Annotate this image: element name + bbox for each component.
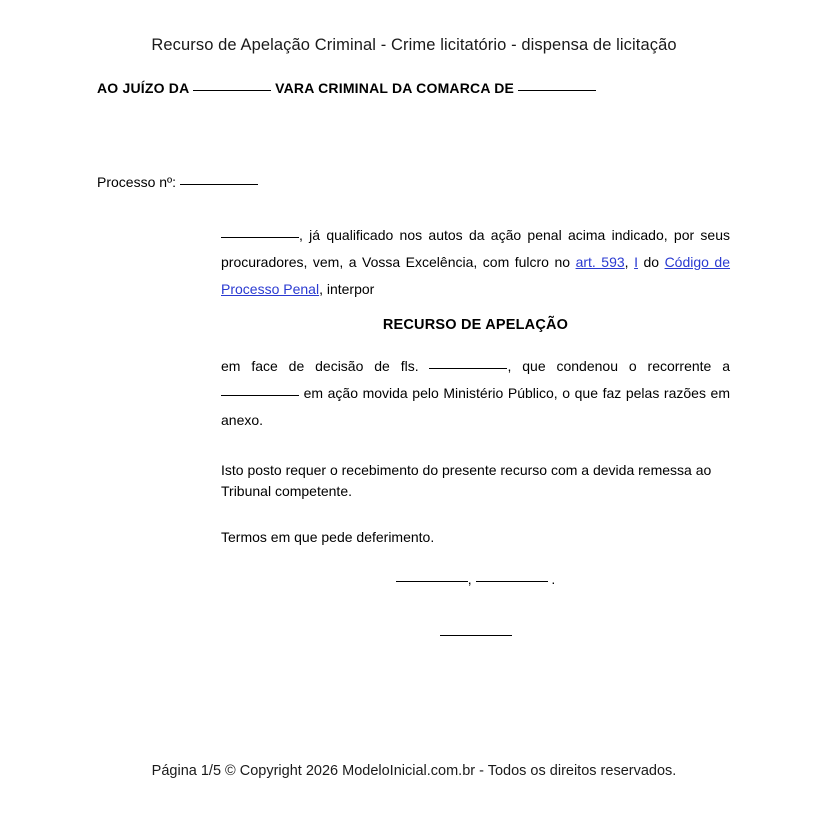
link-art-593[interactable]: art. 593 — [575, 254, 625, 270]
fill-blank-date — [476, 581, 548, 582]
addressee-prefix: AO JUÍZO DA — [97, 80, 189, 96]
fill-blank-process — [180, 184, 258, 185]
fill-blank-signature — [440, 635, 512, 636]
signature-place-date — [221, 566, 730, 593]
process-number-line — [97, 174, 258, 190]
signature-separator: , — [467, 571, 472, 587]
fill-blank-fls — [429, 368, 507, 369]
fill-blank-pena — [221, 395, 299, 396]
paragraph-closing: Termos em que pede deferimento. — [221, 529, 435, 545]
addressee-middle: VARA CRIMINAL DA COMARCA DE — [275, 80, 515, 96]
page-title: Recurso de Apelação Criminal - Crime licitatório - dispensa de licitação — [151, 36, 677, 54]
fill-blank-place — [396, 581, 468, 582]
paragraph-1-mid: do — [637, 254, 665, 270]
signature-line — [221, 620, 730, 647]
paragraph-2-part-b: , que condenou o recorrente a — [507, 358, 731, 374]
paragraph-request: Isto posto requer o recebimento do presente recurso com a devida remessa ao Tribunal competente. — [221, 462, 712, 499]
process-label: Processo nº: — [97, 174, 177, 190]
link-inciso-i[interactable]: I — [634, 254, 638, 270]
paragraph-1-part-a: , já qualificado nos autos da ação penal acima indicado, por seus procuradores, vem, a Vossa Excelência, com fulcro no — [221, 227, 730, 270]
signature-period: . — [551, 571, 556, 587]
fill-blank-comarca — [518, 90, 596, 91]
fill-blank-party — [221, 237, 299, 238]
paragraph-1-part-b: , interpor — [319, 281, 375, 297]
paragraph-2-part-c: em ação movida pelo Ministério Público, o que faz pelas razões em anexo. — [221, 385, 730, 428]
link-codigo-processo-penal[interactable]: Código de Processo Penal — [221, 254, 731, 297]
paragraph-decision — [221, 353, 730, 434]
fill-blank-vara — [193, 90, 271, 91]
section-heading: RECURSO DE APELAÇÃO — [382, 317, 569, 333]
paragraph-2-part-a: em face de decisão de fls. — [221, 358, 430, 374]
page-footer: Página 1/5 © Copyright 2026 ModeloInicial.com.br - Todos os direitos reservados. — [151, 763, 677, 779]
paragraph-qualification — [221, 222, 730, 303]
paragraph-1-sep-1: , — [624, 254, 635, 270]
addressee-line — [97, 80, 737, 96]
